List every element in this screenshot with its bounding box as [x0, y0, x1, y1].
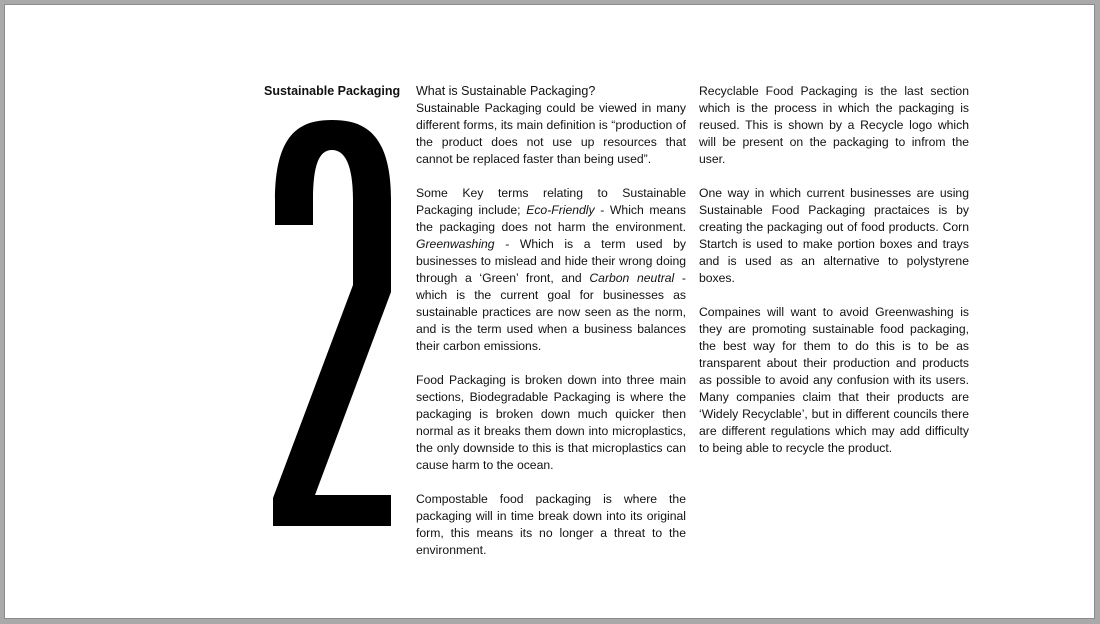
paragraph-food-products: One way in which current businesses are using Sustainable Food Packaging practaices is by creating the packaging out of food products. Corn Startch is used to make portion boxes and trays and is used as an alternative to polystyrene boxes. [699, 186, 969, 285]
paragraph-definition: Sustainable Packaging could be viewed in many different forms, its main definition is “production of the product does not use up resources that cannot be replaced faster than being used”. [416, 101, 686, 166]
paragraph-food-packaging: Food Packaging is broken down into three main sections, Biodegradable Packaging is where the packaging is broken down much quicker then normal as it breaks them down into microplastics, the only downside to this is that microplastics can cause harm to the ocean. [416, 373, 686, 472]
def-carbon-neutral: - which is the current goal for businesses as sustainable practices are now seen as the norm, and is the term used when a business balances their carbon emissions. [416, 271, 686, 353]
paragraph-recyclable: Recyclable Food Packaging is the last section which is the process in which the packaging is reused. This is shown by a Recycle logo which will be present on the packaging to infrom the user. [699, 84, 969, 166]
paragraph-key-terms [416, 185, 686, 355]
text-column-right [699, 83, 969, 474]
term-carbon-neutral: Carbon neutral [589, 271, 675, 285]
section-number-glyph [273, 120, 393, 526]
section-number [273, 120, 393, 526]
def-greenwashing: - Which is a term used by businesses to mislead and hide their wrong doing through a ‘Green’ front, and [416, 237, 686, 285]
key-terms-intro: Some Key terms relating to Sustainable Packaging include; [416, 186, 686, 217]
term-eco-friendly: Eco-Friendly [526, 203, 595, 217]
section-title: Sustainable Packaging [264, 84, 401, 98]
paragraph-compostable: Compostable food packaging is where the packaging will in time break down into its original form, this means its no longer a threat to the environment. [416, 492, 686, 557]
document-page [5, 5, 1094, 618]
article-heading: What is Sustainable Packaging? [416, 84, 596, 98]
term-greenwashing: Greenwashing [416, 237, 495, 251]
text-column-left [416, 83, 686, 576]
def-eco-friendly: - Which means the packaging does not harm the environment. [416, 203, 686, 234]
paragraph-greenwashing: Compaines will want to avoid Greenwashing is they are promoting sustainable food packaging, the best way for them to do this is to be as transparent about their production and products as possible to avoid any confusion with its users. Many companies claim that their products are ‘Widely Recyclable’, but in different councils there are different regulations which may add difficulty to being able to recycle the product. [699, 305, 969, 455]
